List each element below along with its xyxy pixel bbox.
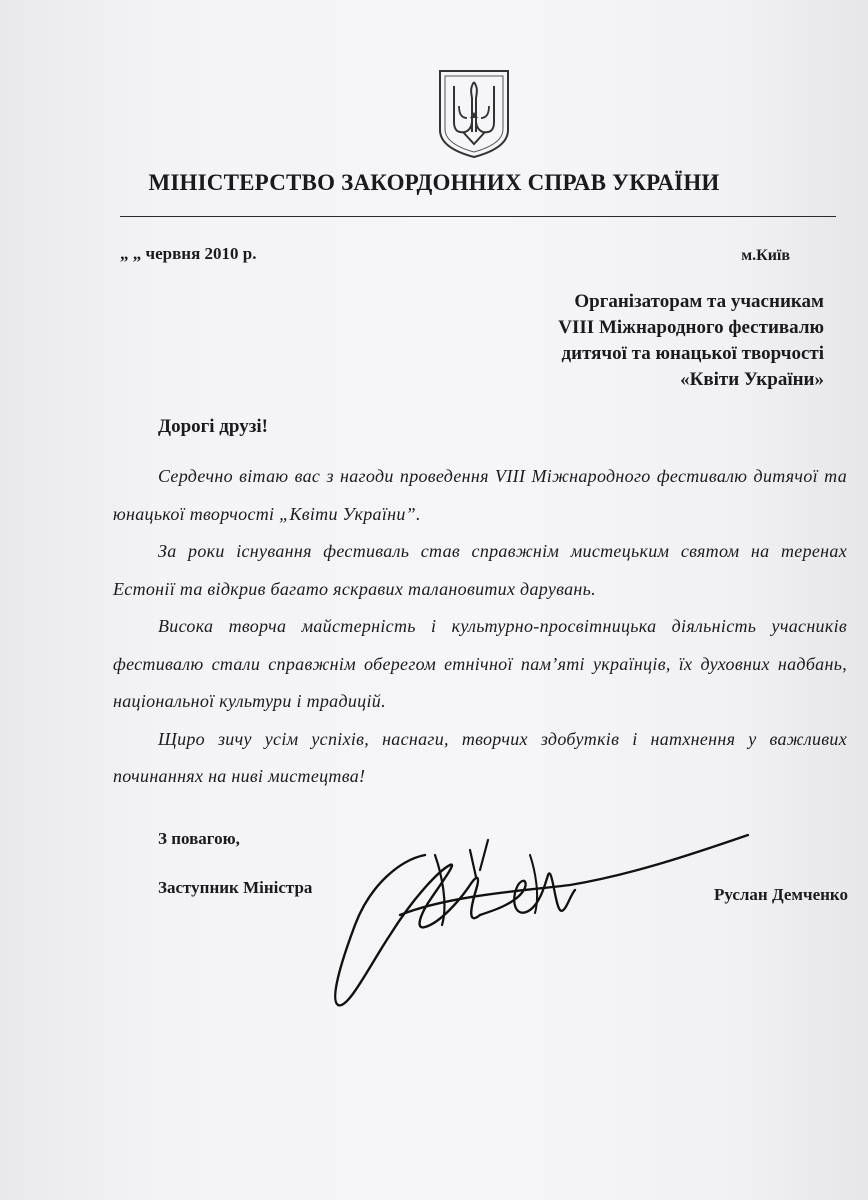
addressee-line: дитячої та юнацької творчості [561,343,824,364]
letter-city: м.Київ [741,247,790,264]
greeting: Дорогі друзі! [158,416,268,437]
letter-date: „ „ червня 2010 р. [120,244,257,263]
letter-body [113,458,847,796]
closing-regards: З повагою, [158,829,240,848]
addressee-line: «Квіти України» [680,369,824,390]
handwritten-signature [330,815,760,1020]
letterhead-divider [120,216,836,217]
signer-position: Заступник Міністра [158,878,313,897]
body-paragraph: Щиро зичу усім успіхів, наснаги, творчих здобутків і натхнення у важливих починаннях на ниві мистецтва! [113,728,847,786]
body-paragraph: За роки існування фестиваль став справжнім мистецьким святом на теренах Естонії та відкрив багато яскравих талановитих дарувань. [113,541,847,599]
body-paragraph: Висока творча майстерність і культурно-просвітницька діяльність учасників фестивалю стали справжнім оберегом етнічної пам’яті українців, їх духовних надбань, національної культури і традицій. [113,616,847,711]
tryzub-coat-of-arms-icon [437,68,511,160]
ministry-title: МІНІСТЕРСТВО ЗАКОРДОННИХ СПРАВ УКРАЇНИ [148,170,720,195]
addressee-block [558,289,824,393]
body-paragraph: Сердечно вітаю вас з нагоди проведення VIII Міжнародного фестивалю дитячої та юнацької творчості „Квіти України”. [113,466,847,524]
addressee-line: VIII Міжнародного фестивалю [558,317,824,338]
addressee-line: Організаторам та учасникам [574,291,824,312]
signer-name: Руслан Демченко [713,885,848,904]
